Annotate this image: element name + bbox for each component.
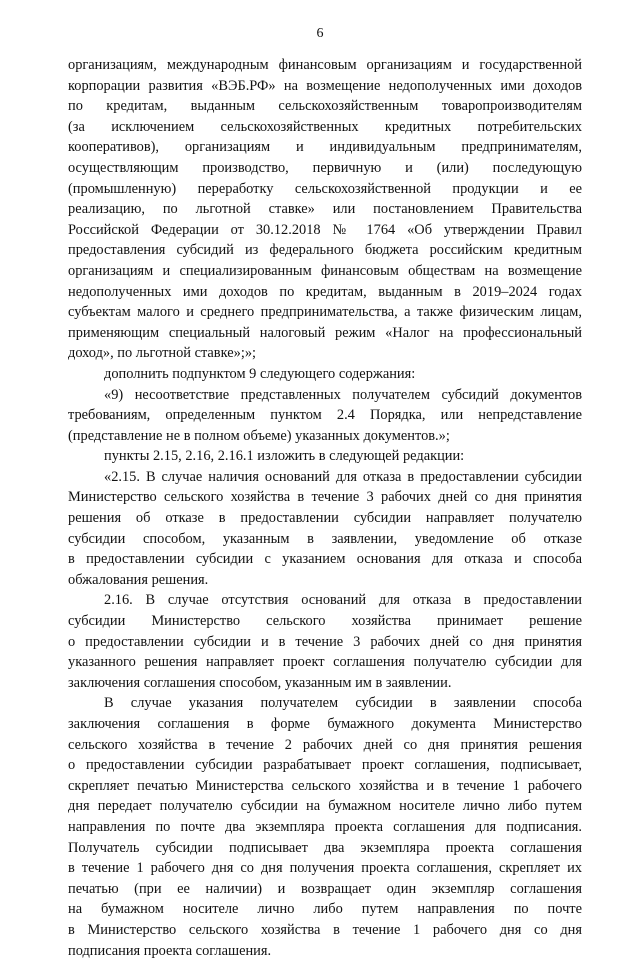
text-line: заключения соглашения в форме бумажного документа Министерство [68, 716, 582, 732]
body-text [68, 55, 582, 961]
text-line: печатью (при ее наличии) и возвращает один экземпляр соглашения [68, 880, 582, 897]
text-line: субсидии способом, указанным в заявлении, уведомление об отказе [68, 530, 582, 547]
text-line: скрепляет печатью Министерства сельского хозяйства и в течение 1 рабочего [68, 777, 582, 794]
text-line: дополнить подпунктом 9 следующего содержания: [104, 365, 416, 382]
text-line: требованиям, определенным пунктом 2.4 Порядка, или непредставление [68, 407, 582, 424]
text-line: о предоставлении субсидии разрабатывает проект соглашения, подписывает, [68, 757, 582, 774]
text-line: направления по почте два экземпляра проекта соглашения для подписания. [68, 818, 582, 835]
text-line: на бумажном носителе лично либо путем направления по почте [68, 901, 582, 918]
text-line: «2.15. В случае наличия оснований для отказа в предоставлении субсидии [104, 468, 582, 485]
text-line: в предоставлении субсидии с указанием основания для отказа и способа [68, 551, 582, 568]
text-line: в течение 1 рабочего дня со дня получения проекта соглашения, скрепляет их [68, 860, 582, 877]
text-line: доход», по льготной ставке»;»; [68, 345, 257, 362]
text-line: Министерство сельского хозяйства в течение 3 рабочих дней со дня принятия [68, 489, 582, 506]
text-line: сельского хозяйства в течение 2 рабочих дней со дня принятия решения [68, 736, 582, 753]
text-line: корпорации развития «ВЭБ.РФ» на возмещение недополученных ими доходов [68, 77, 582, 94]
text-line: в Министерство сельского хозяйства в течение 1 рабочего дня со дня [68, 921, 582, 938]
text-line: недополученных ими доходов по кредитам, выданным в 2019–2024 годах [68, 283, 582, 300]
text-line: (представление не в полном объеме) указанных документов.»; [68, 427, 450, 444]
text-line: организациям и специализированным финансовым обществам на возмещение [68, 262, 582, 279]
text-line: применяющим специальный налоговый режим «Налог на профессиональный [68, 324, 582, 341]
text-line: кооперативов), организациям и индивидуальным предпринимателям, [68, 139, 582, 156]
text-line: заключения соглашения способом, указанным им в заявлении. [68, 674, 452, 691]
text-line: пункты 2.15, 2.16, 2.16.1 изложить в следующей редакции: [104, 448, 465, 465]
text-line: обжалования решения. [68, 571, 209, 588]
text-line: предоставления субсидий из федерального бюджета российским кредитным [68, 242, 582, 259]
text-line: указанного решения направляет проект соглашения получателю субсидии для [68, 654, 582, 671]
text-line: субъектам малого и среднего предпринимательства, а также физическим лицам, [68, 304, 582, 321]
text-line: Российской Федерации от 30.12.2018 № 1764 «Об утверждении Правил [68, 221, 582, 238]
text-line: подписания проекта соглашения. [68, 942, 272, 959]
text-line: по кредитам, выданным сельскохозяйственным товаропроизводителям [68, 98, 582, 115]
text-line: решения об отказе в предоставлении субсидии направляет получателю [68, 510, 582, 527]
text-line: реализацию, по льготной ставке» или постановлением Правительства [68, 201, 582, 218]
text-line: Получатель субсидии подписывает два экземпляра проекта соглашения [68, 839, 582, 856]
text-line: осуществляющим производство, первичную и (или) последующую [68, 159, 582, 176]
text-line: 2.16. В случае отсутствия оснований для отказа в предоставлении [104, 592, 582, 609]
text-line: субсидии Министерство сельского хозяйства принимает решение [68, 613, 582, 630]
text-line: организациям, международным финансовым организациям и государственной [68, 57, 582, 73]
text-line: дня передает получателю субсидии на бумажном носителе лично либо путем [68, 798, 582, 815]
text-line: «9) несоответствие представленных получателем субсидий документов [104, 386, 582, 403]
text-line: (промышленную) переработку сельскохозяйственной продукции и ее [68, 180, 582, 197]
page-number: 6 [316, 26, 324, 41]
text-line: (за исключением сельскохозяйственных кредитных потребительских [68, 118, 582, 135]
text-line: о предоставлении субсидии и в течение 3 рабочих дней со дня принятия [68, 633, 582, 650]
text-line: В случае указания получателем субсидии в заявлении способа [104, 695, 582, 712]
